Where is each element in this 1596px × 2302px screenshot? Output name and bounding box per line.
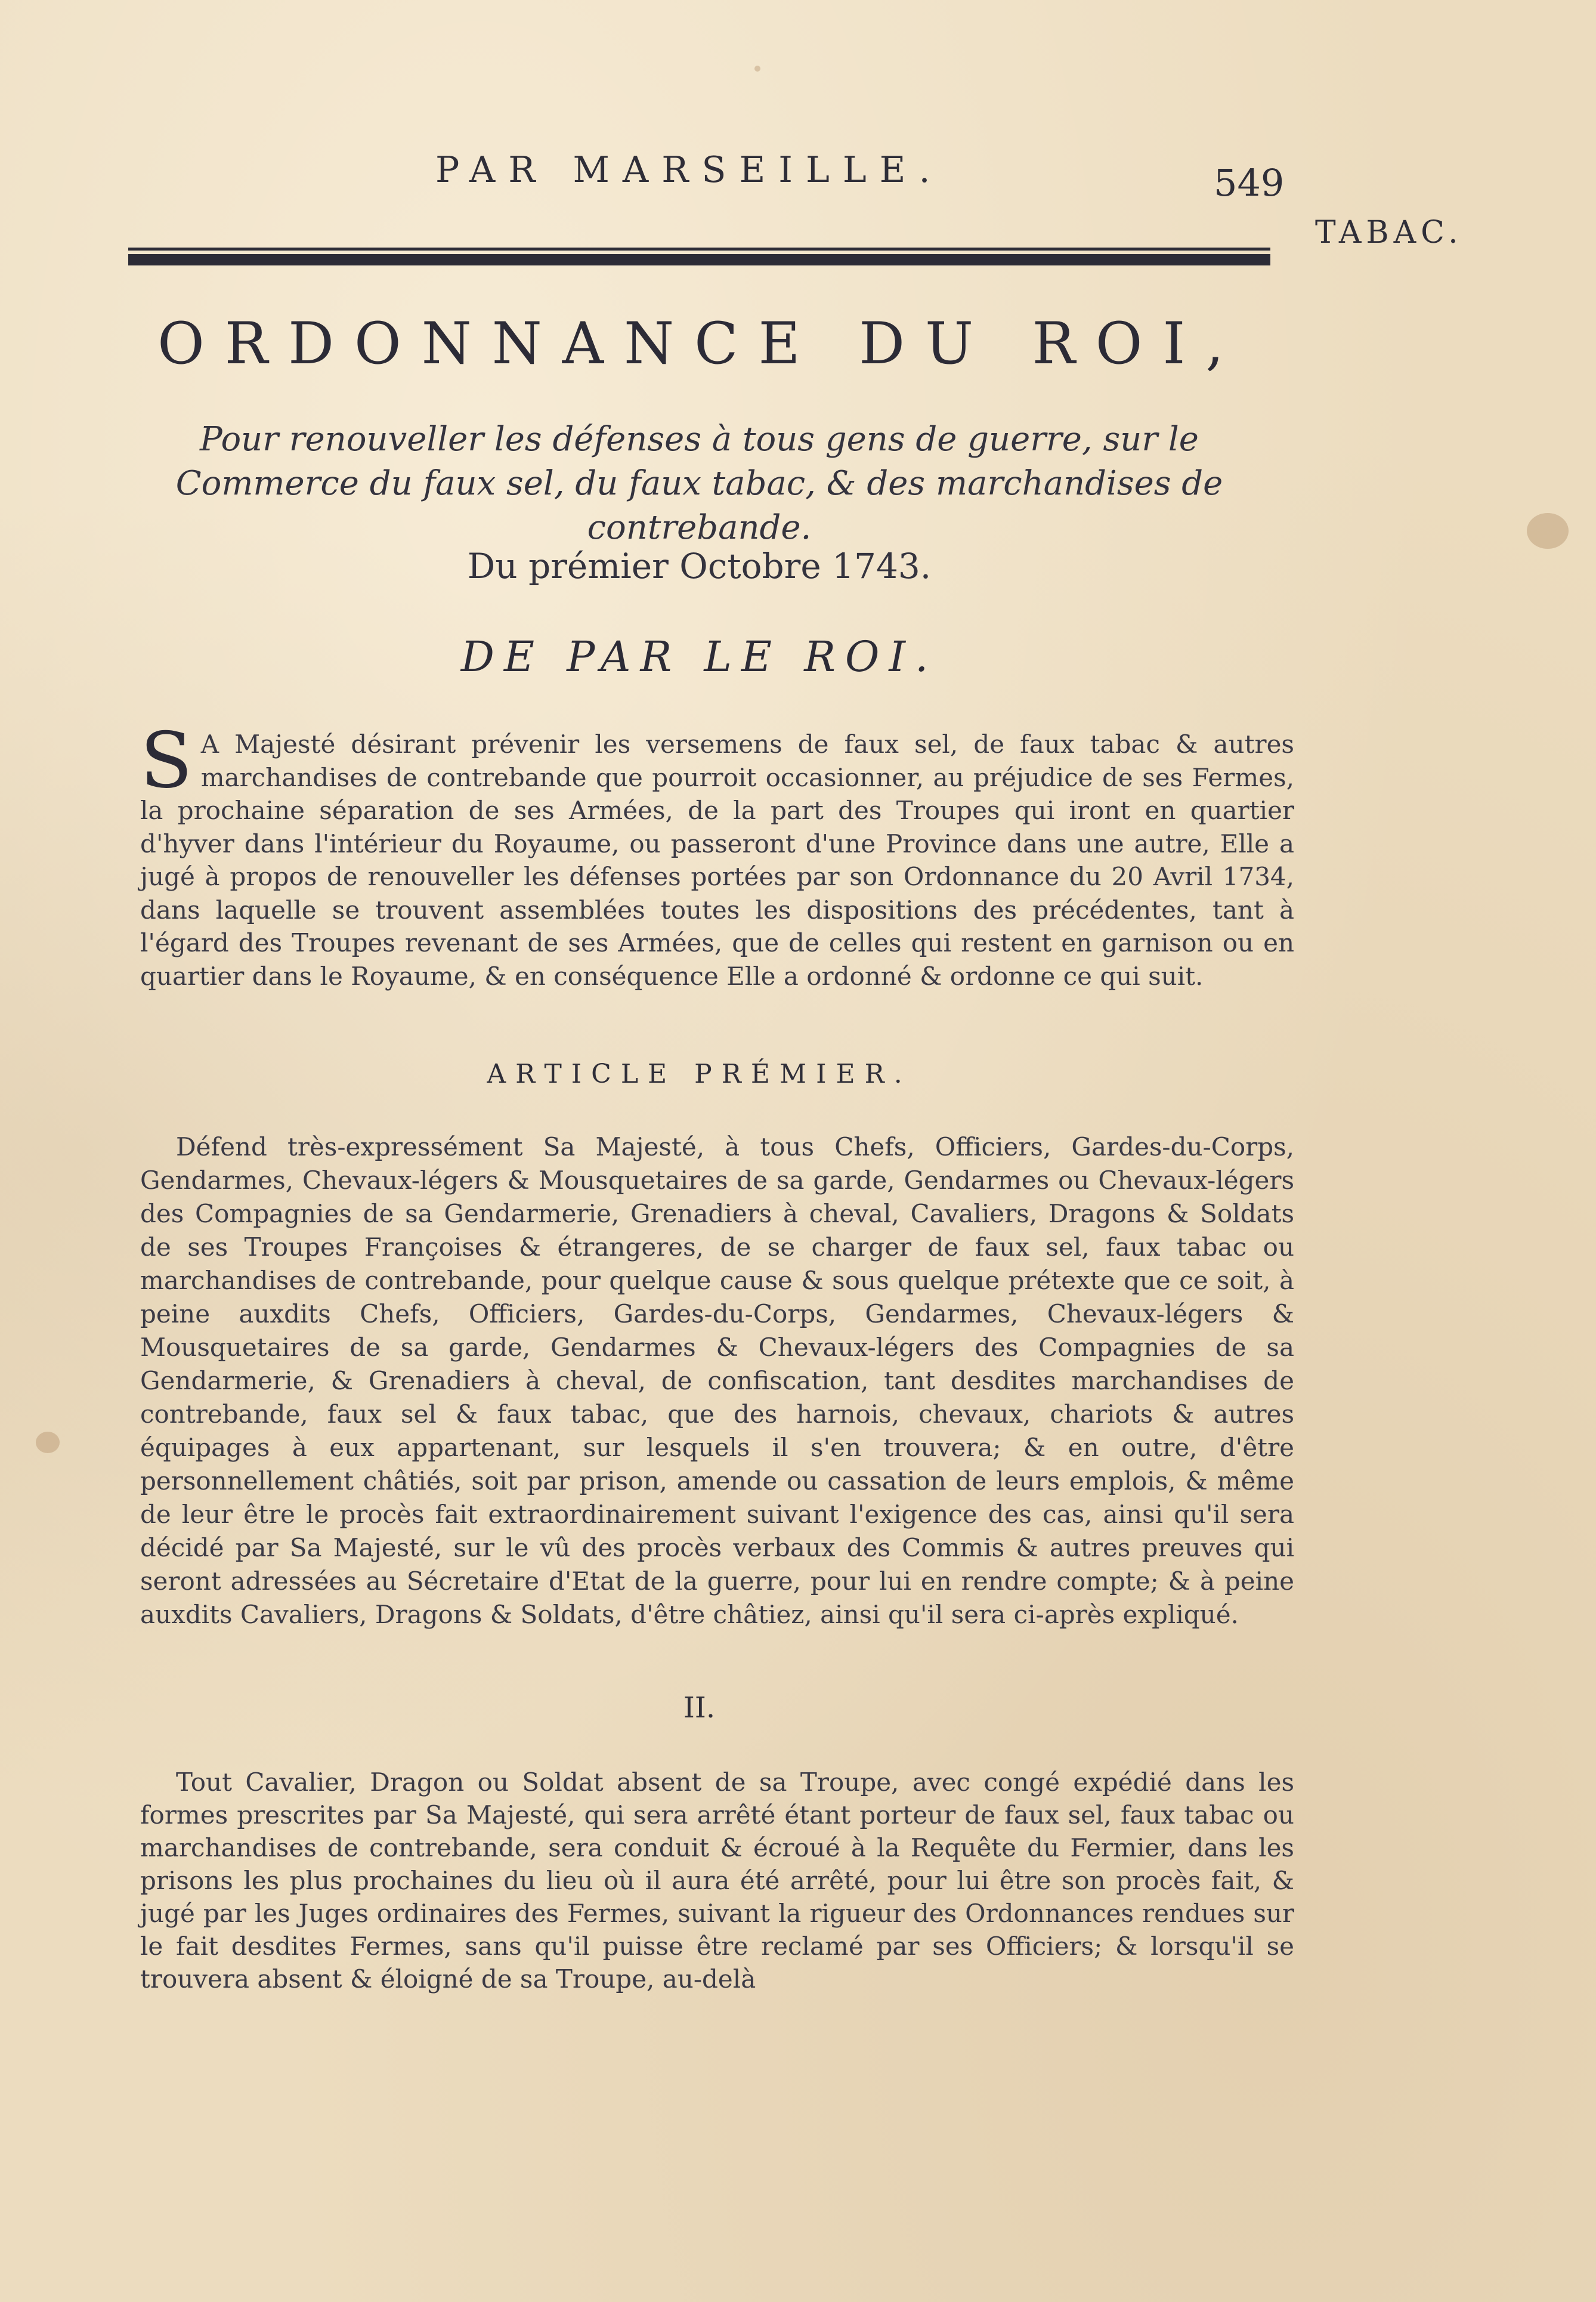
double-rule-divider — [128, 248, 1270, 268]
document-title: ORDONNANCE DU ROI, — [157, 310, 1244, 377]
proclamation-heading: DE PAR LE ROI. — [460, 632, 938, 681]
document-subtitle: Pour renouveller les défenses à tous gens de guerre, sur le Commerce du faux sel, du faux tabac, & des marchandises de contrebande. — [175, 420, 1223, 547]
article-1-heading: ARTICLE PRÉMIER. — [487, 1059, 912, 1089]
article-2-heading: II. — [683, 1691, 716, 1725]
drop-cap: S — [140, 716, 193, 805]
preamble-text: A Majesté désirant prévenir les versemens de faux sel, de faux tabac & autres marchandises de contrebande que pourroit occasionner, au préjudice de ses Fermes, la prochaine séparation de ses Armées, de la part des Troupes qui iront en quartier d'hyver dans l'intérieur du Royaume, ou passeront d'une Province dans une autre, Elle a jugé à propos de renouveller les défenses portées par son Ordonnance du 20 Avril 1734, dans laquelle se trouvent assemblées toutes les dispositions des précédentes, tant à l'égard des Troupes revenant de ses Armées, que de celles qui restent en garnison ou en quartier dans le Royaume, & en conséquence Elle a ordonné & ordonne ce qui suit. — [140, 730, 1294, 991]
margin-note: TABAC. — [1315, 215, 1463, 251]
running-head: PAR MARSEILLE. — [435, 149, 944, 191]
stain — [754, 66, 760, 72]
page-number: 549 — [1214, 161, 1285, 205]
document-date: Du prémier Octobre 1743. — [467, 546, 932, 586]
article-2-text: Tout Cavalier, Dragon ou Soldat absent de sa Troupe, avec congé expédié dans les formes prescrites par Sa Majesté, qui sera arrêté étant porteur de faux sel, faux tabac ou marchandises de contrebande, sera conduit & écroué à la Requête du Fermier, dans les prisons les plus prochaines du lieu où il aura été arrêté, pour lui être son procès fait, & jugé par les Juges ordinaires des Fermes, suivant la rigueur des Ordonnances rendues sur le fait desdites Fermes, sans qu'il puisse être reclamé par ses Officiers; & lorsqu'il se trouvera absent & éloigné de sa Troupe, au-delà — [140, 1768, 1294, 1994]
stain — [36, 1432, 60, 1453]
stain — [1527, 513, 1569, 549]
preamble-paragraph — [140, 716, 1294, 993]
article-1-text: Défend très-expressément Sa Majesté, à tous Chefs, Officiers, Gardes-du-Corps, Gendarmes, Chevaux-légers & Mousquetaires de sa garde, Gendarmes ou Chevaux-légers des Compagnies de sa Gendarmerie, Grenadiers à cheval, Cavaliers, Dragons & Soldats de ses Troupes Françoises & étrangeres, de se charger de faux sel, faux tabac ou marchandises de contrebande, pour quelque cause & sous quelque prétexte que ce soit, à peine auxdits Chefs, Officiers, Gardes-du-Corps, Gendarmes, Chevaux-légers & Mousquetaires de sa garde, Gendarmes & Chevaux-légers des Compagnies de sa Gendarmerie, & Grenadiers à cheval, de confiscation, tant desdites marchandises de contrebande, faux sel & faux tabac, que des harnois, chevaux, chariots & autres équipages à eux appartenant, sur lesquels il s'en trouvera; & en outre, d'être personnellement châtiés, soit par prison, amende ou cassation de leurs emplois, & même de leur être le procès fait extraordinairement suivant l'exigence des cas, ainsi qu'il sera décidé par Sa Majesté, sur le vû des procès verbaux des Commis & autres preuves qui seront adressées au Sécretaire d'Etat de la guerre, pour lui en rendre compte; & à peine auxdits Cavaliers, Dragons & Soldats, d'être châtiez, ainsi qu'il sera ci-après expliqué. — [140, 1132, 1294, 1629]
